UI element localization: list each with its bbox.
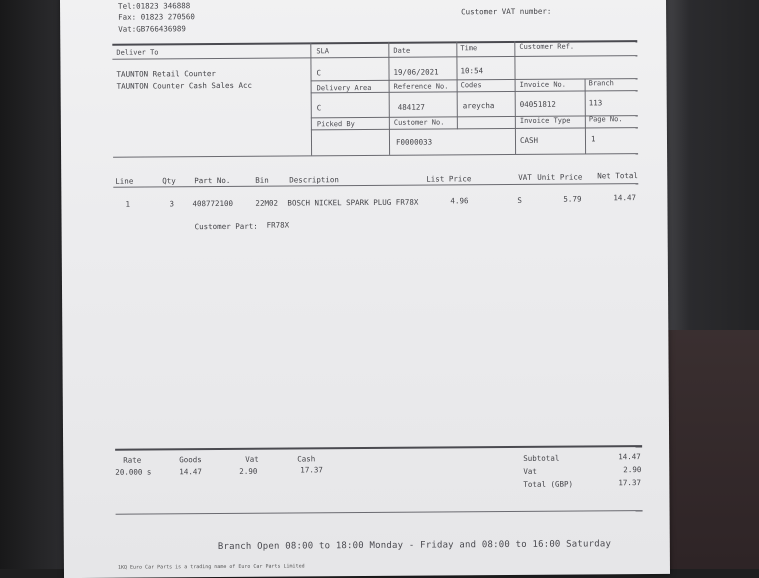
subtotal-value: 14.47 — [618, 452, 641, 462]
customer-vat-label: Customer VAT number: — [461, 6, 552, 17]
totals-top-line — [115, 445, 642, 450]
sla-label: SLA — [316, 47, 330, 56]
row-qty: 3 — [169, 199, 174, 209]
grid-v-2 — [388, 42, 390, 155]
vat-total-value: 2.90 — [623, 465, 642, 475]
row-net-total: 14.47 — [613, 193, 636, 203]
deliver-line-2: TAUNTON Counter Cash Sales Acc — [116, 80, 253, 91]
page-no-label: Page No. — [588, 115, 623, 124]
codes-label: Codes — [460, 81, 482, 90]
grid-line-5 — [311, 127, 638, 130]
cash-value: 17.37 — [300, 465, 323, 475]
date-value: 19/06/2021 — [393, 67, 439, 77]
invoice-type-value: CASH — [519, 135, 539, 145]
time-value: 10:54 — [460, 66, 484, 76]
page-no-value: 1 — [590, 134, 596, 144]
tel-text: Tel:01823 346888 — [118, 1, 191, 11]
vat-label: Vat — [245, 454, 259, 464]
col-desc-header: Description — [289, 175, 339, 185]
goods-value: 14.47 — [179, 467, 202, 477]
items-header-line — [113, 183, 638, 188]
fax-text: Fax: 01823 270560 — [118, 12, 195, 22]
row-unit-price: 5.79 — [563, 194, 582, 204]
legal-text: 1KQ Euro Car Parts is a trading name of Euro Car Parts Limited — [117, 563, 305, 571]
vat-value: 2.90 — [239, 466, 258, 476]
reference-value: 484127 — [397, 102, 425, 112]
branch-value: 113 — [588, 98, 603, 108]
row-list-price: 4.96 — [450, 196, 469, 206]
col-vat-header: VAT — [518, 172, 532, 182]
deliver-to-label: Deliver To — [116, 48, 159, 57]
grid-bottom-border — [113, 153, 638, 158]
col-part-header: Part No. — [194, 175, 231, 186]
row-bin: 22M02 — [255, 198, 279, 208]
total-gbp-label: Total (GBP) — [523, 479, 574, 489]
rate-value: 20.000 s — [115, 467, 152, 477]
customer-no-value: F0000033 — [395, 137, 433, 147]
vat-number-text: Vat:GB766436989 — [118, 24, 186, 34]
delivery-area-value: C — [316, 103, 322, 113]
grid-v-4 — [514, 41, 516, 154]
invoice-no-value: 04051812 — [519, 99, 556, 109]
vat-total-label: Vat — [523, 466, 537, 476]
date-label: Date — [393, 46, 411, 55]
grid-v-1 — [310, 42, 312, 155]
reference-label: Reference No. — [393, 82, 449, 91]
branch-label: Branch — [588, 79, 614, 88]
picked-by-label: Picked By — [316, 120, 355, 129]
deliver-line-1: TAUNTON Retail Counter — [116, 69, 216, 79]
grid-v-3 — [456, 41, 458, 129]
time-label: Time — [460, 44, 478, 53]
background-right-lower — [665, 330, 759, 569]
customer-part-value: FR78X — [266, 220, 290, 230]
customer-part-label: Customer Part: — [194, 221, 258, 232]
sla-value: C — [316, 68, 322, 78]
row-line: 1 — [125, 199, 130, 209]
grid-header-line — [112, 55, 637, 60]
row-vat: S — [517, 195, 522, 205]
col-net-header: Net Total — [597, 171, 638, 181]
col-list-header: List Price — [426, 174, 472, 184]
col-qty-header: Qty — [162, 176, 176, 186]
cash-label: Cash — [297, 454, 316, 464]
delivery-area-label: Delivery Area — [316, 83, 372, 93]
rate-label: Rate — [123, 455, 142, 465]
invoice-type-label: Invoice Type — [519, 116, 571, 125]
codes-value: areycha — [462, 101, 495, 111]
branch-hours-text: Branch Open 08:00 to 18:00 Monday - Friday and 08:00 to 16:00 Saturday — [217, 539, 612, 553]
subtotal-label: Subtotal — [523, 453, 560, 463]
col-unit-header: Unit Price — [537, 172, 583, 182]
invoice-no-label: Invoice No. — [519, 80, 566, 89]
invoice-paper — [60, 0, 670, 578]
customer-ref-label: Customer Ref. — [519, 42, 575, 51]
col-bin-header: Bin — [255, 175, 269, 185]
row-part: 408772100 — [192, 198, 234, 209]
totals-bottom-line — [116, 510, 643, 515]
total-gbp-value: 17.37 — [618, 478, 641, 488]
row-desc: BOSCH NICKEL SPARK PLUG FR78X — [287, 197, 419, 208]
col-line-header: Line — [115, 176, 134, 186]
customer-no-label: Customer No. — [393, 118, 445, 127]
background-left — [0, 0, 70, 569]
goods-label: Goods — [179, 455, 202, 465]
